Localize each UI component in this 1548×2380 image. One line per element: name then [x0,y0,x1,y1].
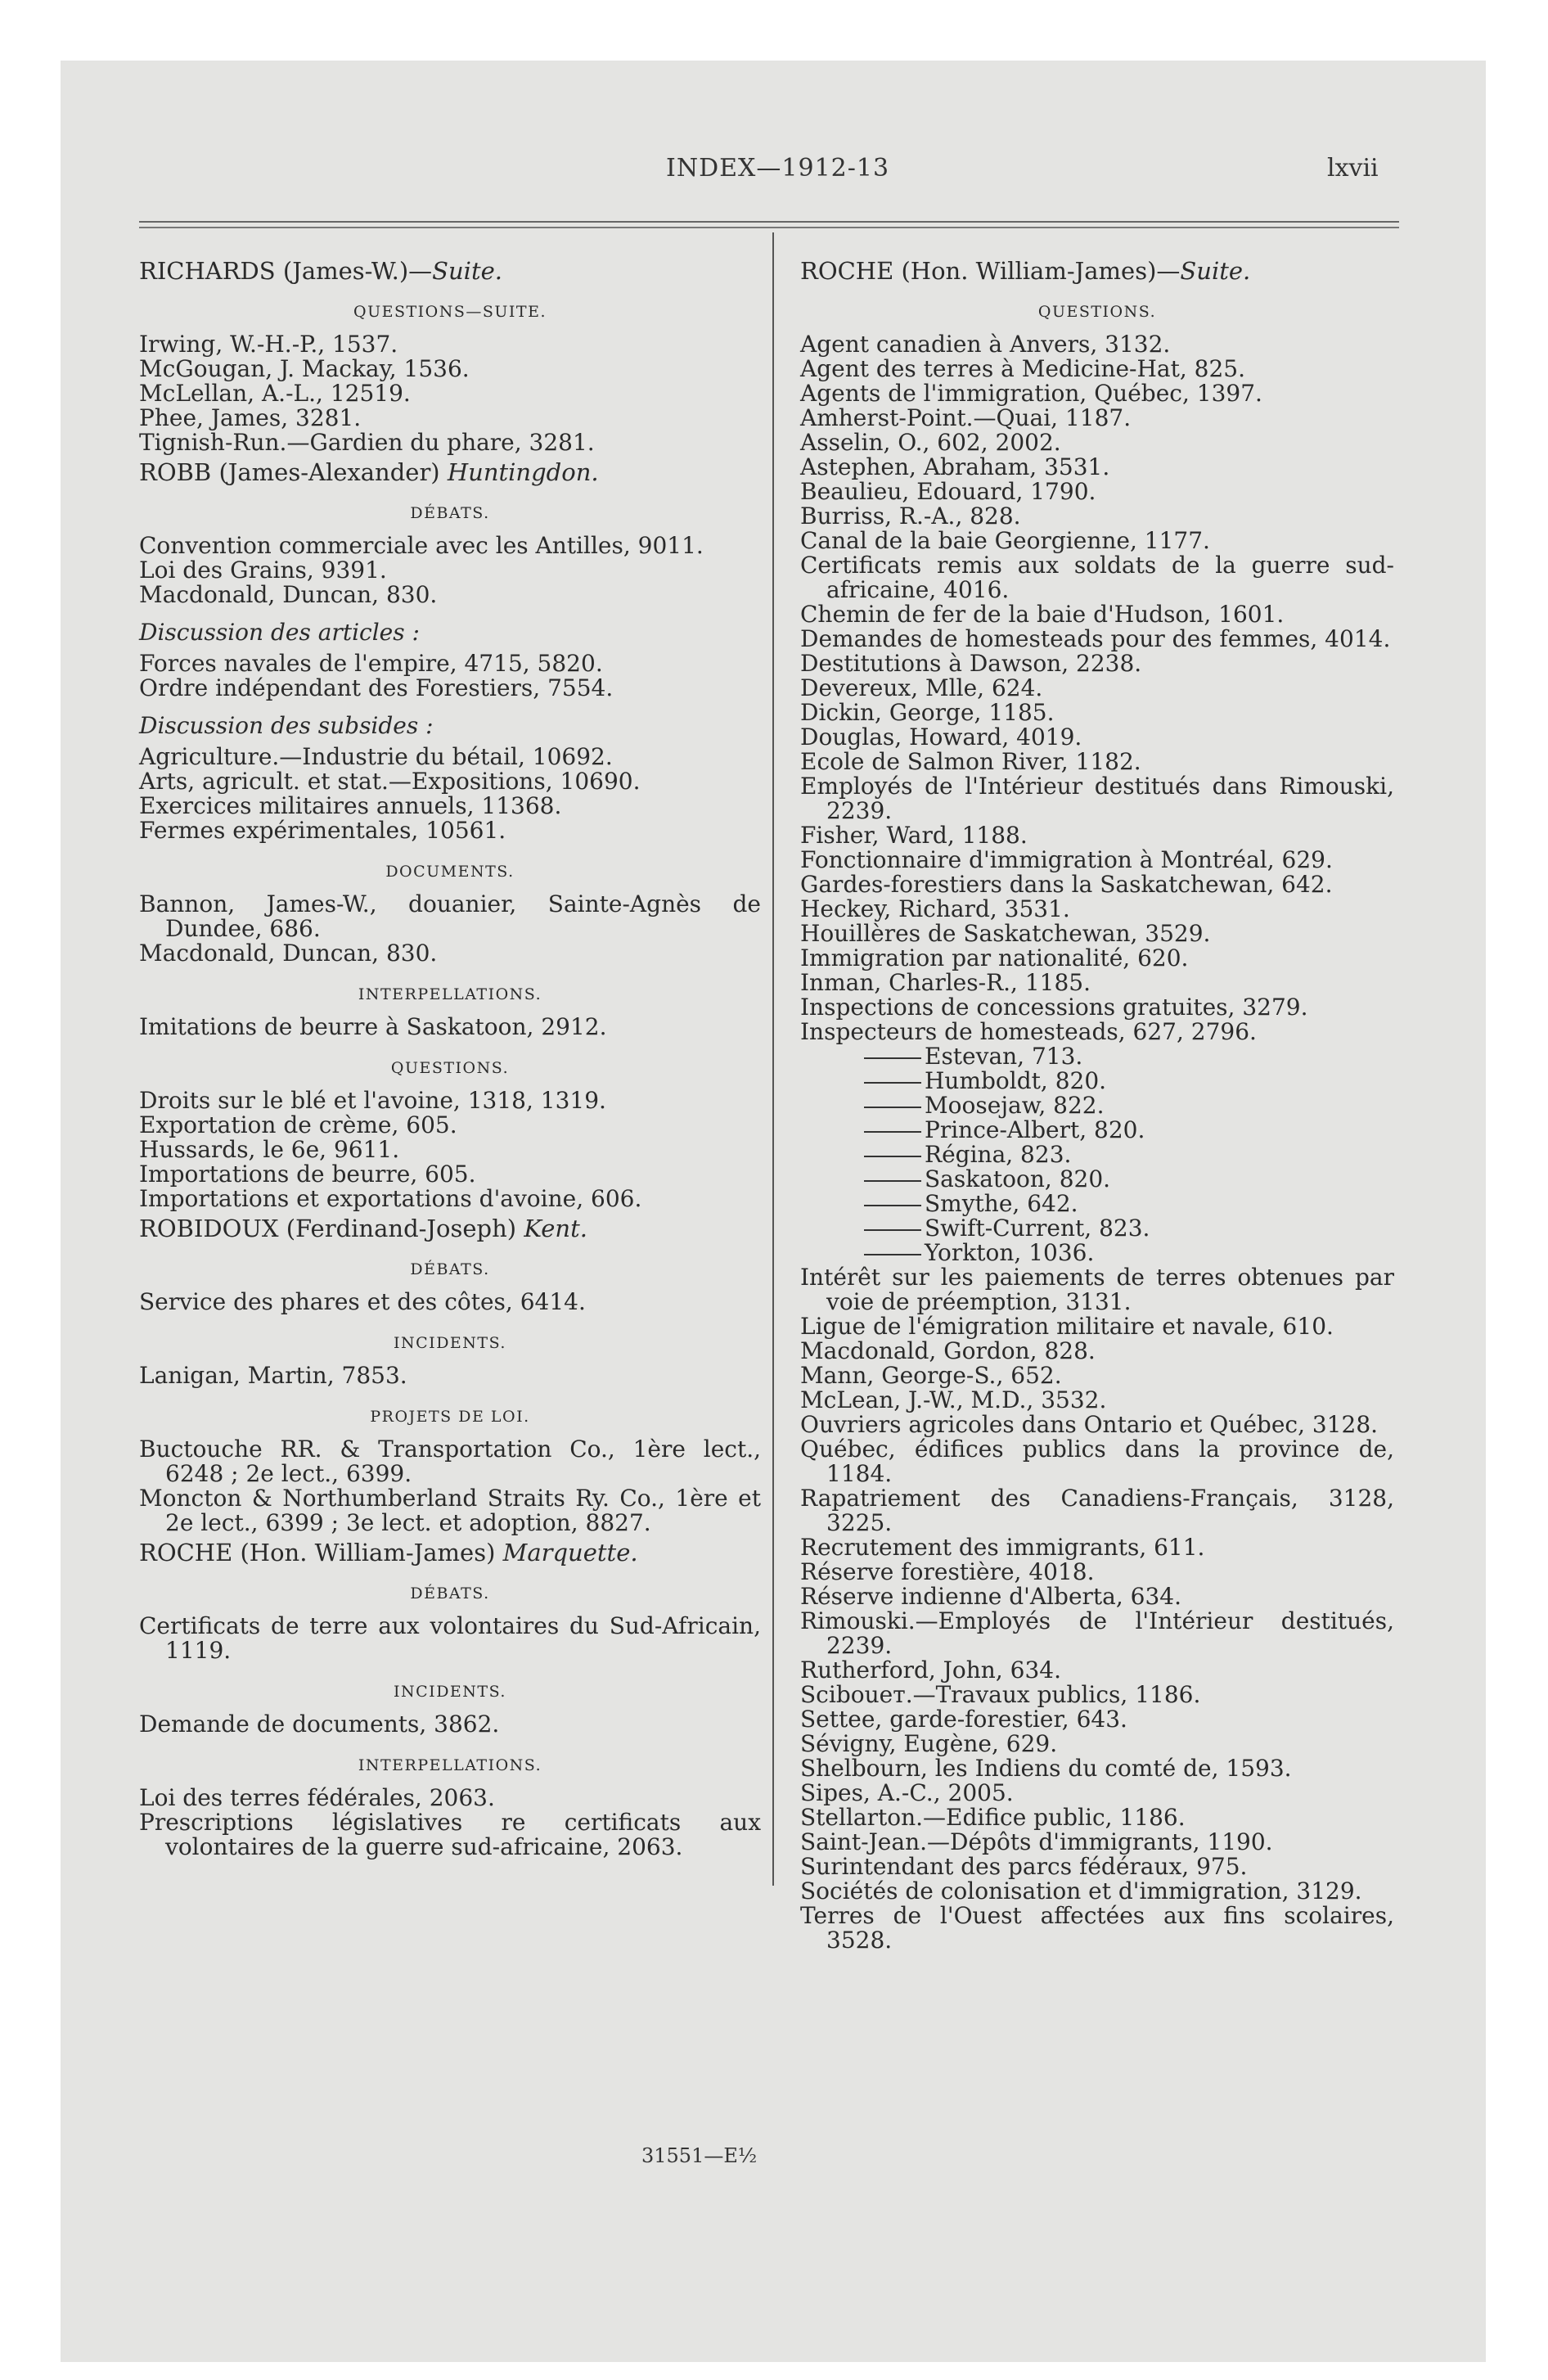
index-entry: Mann, George-S., 652. [800,1362,1062,1389]
index-entry: Douglas, Howard, 4019. [800,723,1082,751]
index-entry: Bannon, James-W., douanier, Sainte-Agnès de Dundee, 686. [139,890,761,942]
index-entry: Exercices militaires annuels, 11368. [139,792,562,819]
printer-code: 31551—E½ [641,2144,758,2167]
member-heading [139,460,761,485]
index-entry: Rimouski.—Employés de l'Intérieur destitués, 2239. [800,1607,1394,1659]
sub-entry-text: Estevan, 713. [925,1043,1083,1070]
index-entry: Canal de la baie Georgienne, 1177. [800,527,1210,554]
page-number: lxvii [1327,154,1379,183]
index-entry: Agriculture.—Industrie du bétail, 10692. [139,743,613,770]
index-entry: Inspecteurs de homesteads, 627, 2796. [800,1018,1257,1045]
index-entry: Fisher, Ward, 1188. [800,822,1028,849]
index-entry: Stellarton.—Edifice public, 1186. [800,1804,1186,1831]
index-entry: Importations de beurre, 605. [139,1161,476,1188]
member-riding: Kent. [524,1215,587,1242]
index-entry: Agent canadien à Anvers, 3132. [800,331,1171,358]
sub-entry-text: Prince-Albert, 820. [925,1116,1145,1143]
member-riding: Huntingdon. [447,458,599,486]
index-entry: Exportation de crème, 605. [139,1111,457,1138]
member-name: ROBIDOUX (Ferdinand-Joseph) [139,1215,524,1242]
sub-entry [800,1143,1394,1167]
sub-entry-text: Moosejaw, 822. [925,1092,1105,1119]
sub-entry-text: Humboldt, 820. [925,1067,1107,1094]
section-heading: INTERPELLATIONS. [358,1756,542,1774]
index-entry: Macdonald, Duncan, 830. [139,940,438,967]
index-entry: Fermes expérimentales, 10561. [139,817,506,844]
index-entry: Surintendant des parcs fédéraux, 975. [800,1853,1248,1880]
sub-entry-text: Smythe, 642. [925,1190,1078,1217]
sub-entry [800,1093,1394,1118]
index-entry: McLellan, A.-L., 12519. [139,380,411,407]
discussion-heading: Discussion des subsides : [139,712,434,739]
header-rule [139,221,1399,223]
index-entry: Sciboueт.—Travaux publics, 1186. [800,1681,1201,1708]
section-heading: QUESTIONS—SUITE. [353,303,547,321]
index-entry: Irwing, W.-H.-P., 1537. [139,331,398,358]
index-entry: Settee, garde-forestier, 643. [800,1706,1127,1733]
page-header [0,154,1548,187]
ditto-dash [864,1254,921,1255]
index-entry: Sociétés de colonisation et d'immigration, 3129. [800,1877,1362,1904]
sub-entry [800,1118,1394,1143]
member-heading [139,259,761,283]
index-entry: Prescriptions législatives re certificats aux volontaires de la guerre sud-africaine, 2063. [139,1809,761,1860]
ditto-dash [864,1082,921,1084]
index-entry: Tignish-Run.—Gardien du phare, 3281. [139,429,595,456]
section-heading: DÉBATS. [410,1584,490,1602]
index-entry: Dickin, George, 1185. [800,699,1055,726]
sub-entry [800,1167,1394,1192]
index-entry: Macdonald, Gordon, 828. [800,1337,1096,1364]
member-riding: Suite. [432,257,502,285]
index-entry: Sévigny, Eugène, 629. [800,1730,1058,1757]
index-entry: Sipes, A.-C., 2005. [800,1779,1014,1806]
index-entry: Phee, James, 3281. [139,404,362,431]
index-entry: Arts, agricult. et stat.—Expositions, 10690. [139,768,641,795]
index-entry: Beaulieu, Edouard, 1790. [800,478,1096,505]
member-riding: Suite. [1180,257,1251,285]
index-entry: Ouvriers agricoles dans Ontario et Québec, 3128. [800,1411,1379,1438]
index-entry: McGougan, J. Mackay, 1536. [139,355,470,382]
member-heading [139,1540,761,1565]
index-entry: Agent des terres à Medicine-Hat, 825. [800,355,1246,382]
section-heading: PROJETS DE LOI. [370,1408,530,1426]
index-entry: Inman, Charles-R., 1185. [800,969,1091,996]
member-name: ROBB (James-Alexander) [139,458,448,486]
discussion-heading: Discussion des articles : [139,619,420,646]
header-rule-2 [139,227,1399,228]
index-entry: Loi des terres fédérales, 2063. [139,1784,495,1811]
index-entry: Chemin de fer de la baie d'Hudson, 1601. [800,601,1285,628]
index-entry: Amherst-Point.—Quai, 1187. [800,404,1132,431]
section-heading: DÉBATS. [410,1260,490,1278]
index-entry: Importations et exportations d'avoine, 606. [139,1185,642,1212]
member-name: RICHARDS (James-W.)— [139,257,433,285]
member-name: ROCHE (Hon. William-James) [139,1539,503,1566]
index-entry: Ligue de l'émigration militaire et navale, 610. [800,1313,1334,1340]
section-heading: QUESTIONS. [1037,303,1157,321]
index-entry: Rutherford, John, 634. [800,1657,1061,1684]
member-riding: Marquette. [502,1539,638,1566]
column-divider [772,232,774,1886]
index-entry: Gardes-forestiers dans la Saskatchewan, 642. [800,871,1333,898]
index-entry: Houillères de Saskatchewan, 3529. [800,920,1211,947]
index-entry: Immigration par nationalité, 620. [800,944,1189,971]
sub-entry [800,1241,1394,1265]
ditto-dash [864,1156,921,1157]
index-entry: Certificats de terre aux volontaires du Sud-Africain, 1119. [139,1612,761,1664]
index-entry: Hussards, le 6e, 9611. [139,1136,400,1163]
index-entry: Heckey, Richard, 3531. [800,895,1070,922]
ditto-dash [864,1107,921,1108]
index-entry: Terres de l'Ouest affectées aux fins scolaires, 3528. [800,1902,1394,1954]
index-entry: Demande de documents, 3862. [139,1711,500,1738]
index-entry: Ecole de Salmon River, 1182. [800,748,1141,775]
right-column [800,254,1394,1953]
index-entry: Droits sur le blé et l'avoine, 1318, 1319. [139,1087,606,1114]
index-entry: Intérêt sur les paiements de terres obtenues par voie de préemption, 3131. [800,1264,1394,1315]
index-entry: Québec, édifices publics dans la province de, 1184. [800,1436,1394,1487]
ditto-dash [864,1205,921,1206]
member-heading [800,259,1394,283]
index-entry: Imitations de beurre à Saskatoon, 2912. [139,1013,607,1040]
index-entry: Lanigan, Martin, 7853. [139,1362,407,1389]
sub-entry-text: Régina, 823. [925,1141,1072,1168]
index-entry: Réserve indienne d'Alberta, 634. [800,1583,1182,1610]
sub-entry-text: Yorkton, 1036. [925,1239,1095,1266]
member-name: ROCHE (Hon. William-James)— [800,257,1181,285]
sub-entry [800,1044,1394,1069]
index-entry: Fonctionnaire d'immigration à Montréal, 629. [800,846,1333,873]
ditto-dash [864,1131,921,1133]
index-entry: Shelbourn, les Indiens du comté de, 1593. [800,1755,1292,1782]
section-heading: QUESTIONS. [390,1059,510,1077]
index-entry: Demandes de homesteads pour des femmes, 4014. [800,625,1391,652]
index-entry: McLean, J.-W., M.D., 3532. [800,1386,1107,1413]
ditto-dash [864,1180,921,1182]
member-heading [139,1216,761,1241]
index-entry: Loi des Grains, 9391. [139,557,387,584]
sub-entry-text: Swift-Current, 823. [925,1215,1150,1242]
index-entry: Devereux, Mlle, 624. [800,674,1043,701]
sub-entry [800,1192,1394,1216]
left-column [139,254,761,1859]
section-heading: INCIDENTS. [394,1334,506,1352]
index-entry: Forces navales de l'empire, 4715, 5820. [139,650,603,677]
index-entry: Recrutement des immigrants, 611. [800,1534,1205,1561]
index-entry: Buctouche RR. & Transportation Co., 1ère lect., 6248 ; 2e lect., 6399. [139,1436,761,1487]
index-entry: Certificats remis aux soldats de la guerre sud-africaine, 4016. [800,552,1394,603]
section-heading: DÉBATS. [410,504,490,522]
index-entry: Convention commerciale avec les Antilles, 9011. [139,532,704,559]
index-entry: Réserve forestière, 4018. [800,1558,1095,1585]
index-entry: Asselin, O., 602, 2002. [800,429,1061,456]
section-heading: INCIDENTS. [394,1683,506,1701]
index-entry: Astephen, Abraham, 3531. [800,453,1110,480]
section-heading: INTERPELLATIONS. [358,985,542,1003]
index-entry: Rapatriement des Canadiens-Français, 3128, 3225. [800,1485,1394,1536]
sub-entry-text: Saskatoon, 820. [925,1165,1111,1192]
index-entry: Saint-Jean.—Dépôts d'immigrants, 1190. [800,1828,1273,1855]
index-entry: Moncton & Northumberland Straits Ry. Co., 1ère et 2e lect., 6399 ; 3e lect. et adoption, 8827. [139,1485,761,1536]
index-entry: Agents de l'immigration, Québec, 1397. [800,380,1262,407]
index-entry: Macdonald, Duncan, 830. [139,581,438,608]
index-entry: Service des phares et des côtes, 6414. [139,1288,586,1315]
ditto-dash [864,1057,921,1059]
index-entry: Employés de l'Intérieur destitués dans Rimouski, 2239. [800,773,1394,824]
ditto-dash [864,1229,921,1231]
index-entry: Ordre indépendant des Forestiers, 7554. [139,674,614,701]
sub-entry [800,1069,1394,1093]
running-title: INDEX—1912-13 [666,154,890,183]
section-heading: DOCUMENTS. [385,863,515,881]
sub-entry [800,1216,1394,1241]
index-entry: Burriss, R.-A., 828. [800,503,1021,530]
index-entry: Destitutions à Dawson, 2238. [800,650,1142,677]
index-entry: Inspections de concessions gratuites, 3279. [800,994,1308,1021]
